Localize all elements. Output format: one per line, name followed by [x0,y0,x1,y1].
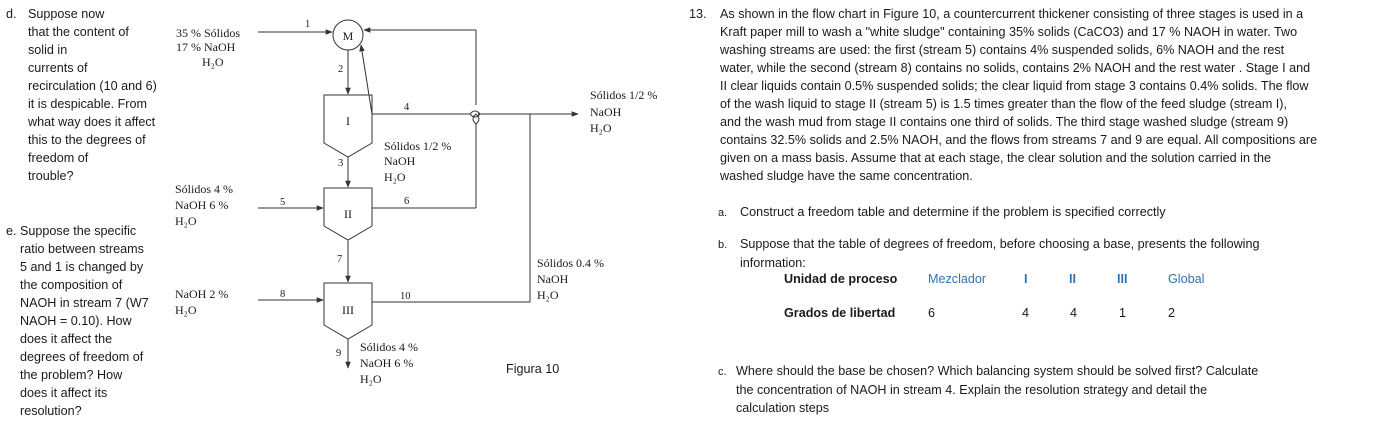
question-e-line: does it affect the [20,332,113,346]
problem-line: washing streams are used: the first (stream 5) contains 4% suspended solids, 6% NAOH and the rest [720,43,1285,57]
question-d-line: that the content of [28,25,129,39]
problem-line: washed sludge have the same concentration. [720,169,973,183]
problem-13 [689,5,1317,185]
problem-line: contains 32.5% solids and 2.5% NAOH, and the flows from streams 7 and 9 are equal. All compositions are [720,133,1318,147]
dof-header-stage-1: I [1024,272,1028,286]
question-e-line: 5 and 1 is changed by [20,260,144,274]
stream-number-4: 4 [404,102,410,113]
part-b-line: Suppose that the table of degrees of freedom, before choosing a base, presents the following [740,237,1260,251]
stream9-water: H₂O [360,372,382,386]
overflow-solids: Sólidos 1/2 % [590,88,658,102]
problem-line: and the wash mud from stage II contains one third of solids. The third stage washed sludge (stream 9) [720,115,1289,129]
question-d-line: Suppose now [28,7,105,21]
question-e-line: resolution? [20,404,82,418]
stage-3-label: III [342,303,354,317]
stage-1-label: I [346,114,350,128]
stream5-naoh: NaOH 6 % [175,198,229,212]
question-d-marker: d. [6,7,17,21]
question-d-line: what way does it affect [28,115,156,129]
stream9-naoh: NaOH 6 % [360,356,414,370]
question-d-line: solid in [28,43,68,57]
question-e-line: NAOH = 0.10). How [20,314,132,328]
feed-naoh: 17 % NaOH [176,40,236,54]
stream-number-1: 1 [305,19,311,30]
stage-2-label: II [344,207,352,221]
part-b-marker: b. [718,239,728,251]
part-a [718,203,1166,222]
stream-number-2: 2 [338,64,344,75]
feed-water: H₂O [202,55,224,69]
problem-number: 13. [689,7,707,21]
dof-value-mixer: 6 [928,306,936,320]
dof-value-stage-3: 1 [1119,306,1127,320]
part-c-marker: c. [718,366,727,378]
stream7-solids: Sólidos 0.4 % [537,256,605,270]
dof-value-stage-2: 4 [1070,306,1078,320]
question-d-line: this to the degrees of [28,133,146,147]
mixer-label: M [342,29,354,43]
problem-line: water, while the second (stream 8) contains no solids, contains 2% NAOH and the rest water . Stage I and [720,61,1311,75]
part-a-marker: a. [718,207,728,219]
part-c-line: Where should the base be chosen? Which balancing system should be solved first? Calculate [736,364,1259,378]
feed-solids: 35 % Sólidos [176,26,241,40]
stream3-water: H₂O [384,170,406,184]
stream3-solids: Sólidos 1/2 % [384,139,452,153]
dof-value-global: 2 [1168,306,1176,320]
stream-number-3: 3 [338,158,344,169]
part-a-text: Construct a freedom table and determine if the problem is specified correctly [740,205,1166,219]
question-e-line: the problem? How [20,368,123,382]
question-d-line: recirculation (10 and 6) [28,79,157,93]
stream7-water: H₂O [537,288,559,302]
dof-header-stage-3: III [1117,272,1128,286]
stream-number-6: 6 [404,196,410,207]
figure-caption: Figura 10 [506,362,560,376]
stream7-naoh: NaOH [537,272,569,286]
question-d-line: currents of [28,61,88,75]
dof-table [784,272,1204,332]
dof-header-mixer: Mezclador [928,272,987,286]
overflow-naoh: NaOH [590,105,622,119]
question-e-line: the composition of [20,278,123,292]
part-c [718,362,1258,417]
question-e-line: degrees of freedom of [20,350,144,364]
stream8-naoh: NaOH 2 % [175,287,229,301]
stream8-water: H₂O [175,303,197,317]
dof-header-unit: Unidad de proceso [784,272,898,286]
part-b-line: information: [740,256,806,270]
problem-line: Kraft paper mill to wash a "white sludge" containing 35% solids (CaCO3) and 17 % NAOH in water. Two [720,25,1298,39]
stream3-naoh: NaOH [384,154,416,168]
dof-header-stage-2: II [1069,272,1076,286]
problem-line: As shown in the flow chart in Figure 10, a countercurrent thickener consisting of three stages is used in a [720,7,1304,21]
stream5-water: H₂O [175,214,197,228]
question-e-line: ratio between streams [20,242,144,256]
question-e-marker: e. [6,224,17,238]
part-c-line: the concentration of NAOH in stream 4. Explain the resolution strategy and detail the [736,383,1208,397]
part-b [718,235,1260,272]
stream-number-9: 9 [336,348,342,359]
dof-value-stage-1: 4 [1022,306,1030,320]
question-d-line: freedom of [28,151,89,165]
stream9-solids: Sólidos 4 % [360,340,419,354]
stream5-solids: Sólidos 4 % [175,182,234,196]
stream-number-10: 10 [400,291,411,302]
stream-number-7: 7 [337,254,343,265]
problem-line: II clear liquids contain 0.5% suspended solids; the clear liquid from stage 3 contains 0.4% solids. The flow [720,79,1309,93]
stream-number-8: 8 [280,289,286,300]
question-e-line: Suppose the specific [20,224,137,238]
part-c-line: calculation steps [736,401,830,415]
dof-row-label: Grados de libertad [784,306,896,320]
question-e-line: NAOH in stream 7 (W7 [20,296,149,310]
question-e-line: does it affect its [20,386,108,400]
question-d-line: it is despicable. From [28,97,147,111]
stream-number-5: 5 [280,197,286,208]
question-d-line: trouble? [28,169,74,183]
overflow-water: H₂O [590,121,612,135]
dof-header-global: Global [1168,272,1205,286]
problem-line: given on a mass basis. Assume that at each stage, the clear solution and the solution carried in the [720,151,1271,165]
problem-line: of the wash liquid to stage II (stream 5) is 1.5 times greater than the flow of the feed sludge (stream I), [720,97,1287,111]
